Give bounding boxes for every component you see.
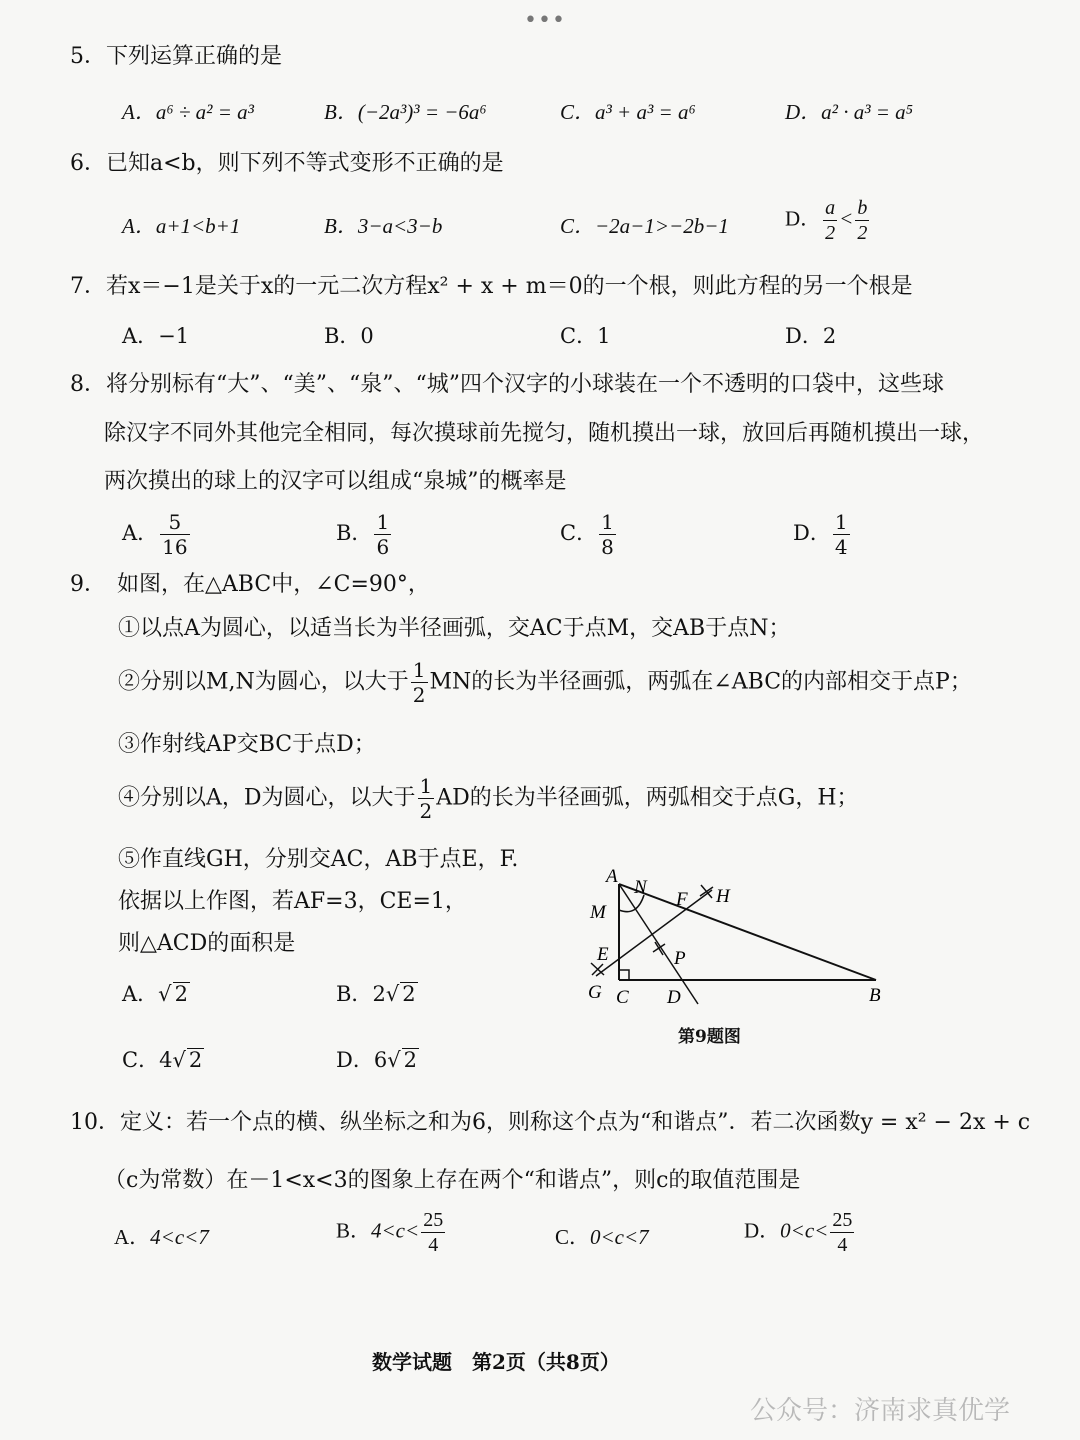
label-n: N	[634, 877, 647, 898]
q7-option-c: C．1	[560, 324, 611, 348]
label-h: H	[716, 886, 730, 907]
question-10-line-2: （c为常数）在－1<x<3的图象上存在两个“和谐点”，则c的取值范围是	[104, 1168, 801, 1193]
q10-option-b: B．4<c< $\frac{25}{4}$	[336, 1209, 444, 1256]
q5-option-a: A．a⁶ ÷ a² = a³	[122, 100, 254, 124]
q9-step-2: ②分别以M,N为圆心，以大于 $\frac{1}{2}$ MN的长为半径画弧，两弧在∠ABC的内部相交于点P；	[118, 658, 972, 707]
figure-caption: 第9题图	[678, 1027, 741, 1047]
question-8-line-2: 除汉字不同外其他完全相同，每次摸球前先搅匀，随机摸出一球，放回后再随机摸出一球，	[104, 421, 985, 446]
q9-option-a: A．√ 2	[122, 982, 188, 1006]
q6-option-a: A．a+1<b+1	[122, 214, 241, 238]
label-p: P	[674, 948, 686, 969]
line-gh	[596, 890, 712, 976]
q10-option-a: A．4<c<7	[114, 1225, 209, 1249]
q9-step-1: ①以点A为圆心，以适当长为半径画弧，交AC于点M，交AB于点N；	[118, 616, 791, 641]
label-a: A	[606, 866, 618, 887]
label-m: M	[590, 902, 606, 923]
label-b: B	[869, 985, 881, 1006]
q9-condition-2: 则△ACD的面积是	[118, 931, 296, 956]
question-10-line-1: 10．定义：若一个点的横、纵坐标之和为6，则称这个点为“和谐点”．若二次函数y = x² − 2x + c	[70, 1110, 1031, 1135]
label-e: E	[597, 944, 609, 965]
label-c: C	[616, 987, 629, 1008]
right-angle-mark	[619, 970, 629, 980]
q9-step-5: ⑤作直线GH，分别交AC，AB于点E，F.	[118, 847, 519, 872]
question-8-line-3: 两次摸出的球上的汉字可以组成“泉城”的概率是	[104, 469, 567, 494]
q9-option-d: D．6√ 2	[336, 1048, 417, 1072]
q7-option-d: D．2	[785, 324, 837, 348]
q9-step-3: ③作射线AP交BC于点D；	[118, 732, 376, 757]
q6-option-d: D． $\frac{a}{2}$ < $\frac{b}{2}$	[785, 197, 868, 244]
q5-option-d: D．a² · a³ = a⁵	[785, 100, 913, 124]
page-footer: 数学试题 第2页（共8页）	[372, 1350, 620, 1374]
q10-option-d: D．0<c< $\frac{25}{4}$	[744, 1209, 853, 1256]
q5-option-b: B．(−2a³)³ = −6a⁶	[324, 100, 487, 124]
label-g: G	[588, 982, 602, 1003]
q8-option-b: B． $\frac{1}{6}$	[336, 510, 390, 559]
question-8-line-1: 8．将分别标有“大”、“美”、“泉”、“城”四个汉字的小球装在一个不透明的口袋中，这些球	[70, 372, 944, 397]
q6-option-c: C．−2a−1>−2b−1	[560, 214, 729, 238]
segment-ab	[619, 884, 876, 980]
q7-option-a: A．−1	[122, 324, 190, 348]
label-d: D	[667, 987, 681, 1008]
q9-condition-1: 依据以上作图，若AF=3，CE=1，	[118, 889, 467, 914]
question-9-stem: 9． 如图，在△ABC中，∠C=90°，	[70, 572, 430, 597]
q8-option-c: C． $\frac{1}{8}$	[560, 510, 614, 559]
watermark: 公众号：济南求真优学	[750, 1396, 1011, 1426]
q9-geometry-figure	[575, 858, 905, 1008]
q6-option-b: B．3−a<3−b	[324, 214, 443, 238]
label-f: F	[676, 889, 688, 910]
question-5-stem: 5．下列运算正确的是	[70, 44, 282, 69]
q5-option-c: C．a³ + a³ = a⁶	[560, 100, 696, 124]
more-options-icon[interactable]: •••	[524, 8, 566, 33]
q10-option-c: C．0<c<7	[555, 1225, 649, 1249]
question-6-stem: 6．已知a<b，则下列不等式变形不正确的是	[70, 151, 504, 176]
q9-option-b: B．2√ 2	[336, 982, 416, 1006]
q9-option-c: C．4√ 2	[122, 1048, 203, 1072]
q9-step-4: ④分别以A，D为圆心，以大于 $\frac{1}{2}$ AD的长为半径画弧，两弧相交于点G，H；	[118, 774, 859, 823]
q8-option-a: A． $\frac{5}{16}$	[122, 510, 188, 559]
q7-option-b: B．0	[324, 324, 374, 348]
question-7-stem: 7．若x＝−1是关于x的一元二次方程x² + x + m＝0的一个根，则此方程的另一个根是	[70, 274, 913, 299]
q8-option-d: D． $\frac{1}{4}$	[793, 510, 848, 559]
q6-option-d-label: D．	[785, 206, 822, 231]
